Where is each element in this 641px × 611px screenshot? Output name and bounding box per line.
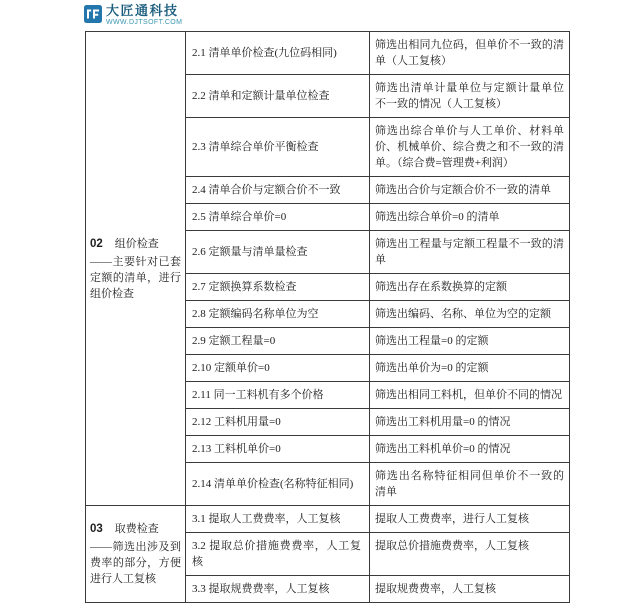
check-item: 2.11 同一工料机有多个价格 xyxy=(186,382,370,409)
check-item: 2.10 定额单价=0 xyxy=(186,355,370,382)
category-number: 02 xyxy=(90,237,103,250)
category-note: ——筛选出涉及到费率的部分，方便进行人工复核 xyxy=(90,541,181,585)
check-desc: 筛选出工程量=0 的定额 xyxy=(370,328,570,355)
check-desc: 筛选出相同九位码，但单价不一致的清单（人工复核） xyxy=(370,32,570,75)
check-desc: 筛选出清单计量单位与定额计量单位 不一致的情况（人工复核） xyxy=(370,75,570,118)
check-item: 3.1 提取人工费费率，人工复核 xyxy=(186,506,370,533)
check-desc: 筛选出综合单价与人工单价、材料单 价、机械单价、综合费之和不一致的清 单。（综合费=管理费+利润） xyxy=(370,118,570,177)
check-item: 2.8 定额编码名称单位为空 xyxy=(186,301,370,328)
check-table xyxy=(85,31,570,603)
category-cell-03 xyxy=(86,506,186,603)
check-table-body xyxy=(86,32,570,603)
company-name: 大匠通科技 xyxy=(106,3,179,18)
category-note: ——主要针对已套定额的清单，进行组价检查 xyxy=(90,255,181,300)
check-item: 2.2 清单和定额计量单位检查 xyxy=(186,75,370,118)
check-desc: 筛选出工料机用量=0 的情况 xyxy=(370,409,570,436)
check-desc: 筛选出相同工料机，但单价不同的情况 xyxy=(370,382,570,409)
table-row xyxy=(86,506,570,533)
category-title: 取费检查 xyxy=(114,523,159,535)
check-desc: 筛选出存在系数换算的定额 xyxy=(370,274,570,301)
check-desc: 筛选出工程量与定额工程量不一致的清单 xyxy=(370,231,570,274)
category-cell-02 xyxy=(86,32,186,506)
check-desc: 提取规费费率，人工复核 xyxy=(370,576,570,603)
check-desc: 筛选出工料机单价=0 的情况 xyxy=(370,436,570,463)
check-item: 2.5 清单综合单价=0 xyxy=(186,204,370,231)
check-item: 3.2 提取总价措施费费率，人工复核 xyxy=(186,533,370,576)
check-item: 2.7 定额换算系数检查 xyxy=(186,274,370,301)
category-number: 03 xyxy=(90,523,103,535)
check-desc: 提取人工费费率，进行人工复核 xyxy=(370,506,570,533)
check-desc: 筛选出名称特征相同但单价不一致的 清单 xyxy=(370,463,570,506)
check-item: 2.14 清单单价检查(名称特征相同) xyxy=(186,463,370,506)
category-title-line xyxy=(90,236,181,252)
check-desc: 提取总价措施费费率，人工复核 xyxy=(370,533,570,576)
check-item: 2.4 清单合价与定额合价不一致 xyxy=(186,177,370,204)
check-desc: 筛选出综合单价=0 的清单 xyxy=(370,204,570,231)
company-logo xyxy=(84,4,182,26)
category-title-line xyxy=(90,521,181,537)
check-item: 2.12 工料机用量=0 xyxy=(186,409,370,436)
check-item: 2.3 清单综合单价平衡检查 xyxy=(186,118,370,177)
table-row xyxy=(86,32,570,75)
check-desc: 筛选出合价与定额合价不一致的清单 xyxy=(370,177,570,204)
check-item: 2.6 定额量与清单量检查 xyxy=(186,231,370,274)
category-title: 组价检查 xyxy=(114,237,159,250)
check-item: 3.3 提取规费费率，人工复核 xyxy=(186,576,370,603)
logo-text-block xyxy=(106,4,182,26)
company-url: WWW.DJTSOFT.COM xyxy=(106,19,183,26)
check-desc: 筛选出编码、名称、单位为空的定额 xyxy=(370,301,570,328)
check-item: 2.13 工料机单价=0 xyxy=(186,436,370,463)
djt-monogram-icon xyxy=(84,5,102,23)
check-desc: 筛选出单价为=0 的定额 xyxy=(370,355,570,382)
check-item: 2.9 定额工程量=0 xyxy=(186,328,370,355)
check-item: 2.1 清单单价检查(九位码相同) xyxy=(186,32,370,75)
